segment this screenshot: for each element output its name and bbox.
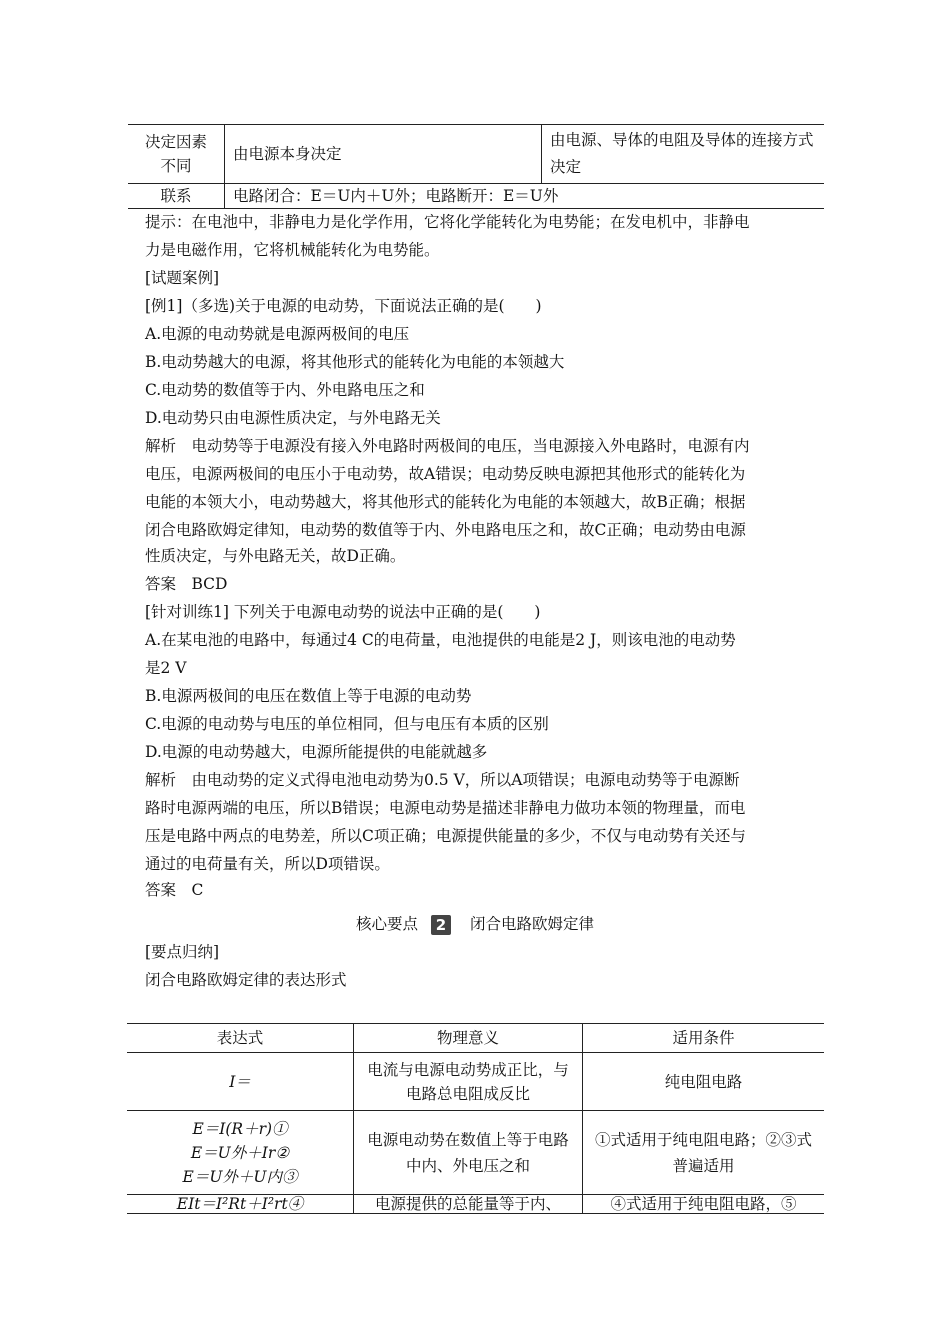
section-number-badge: 2 xyxy=(431,915,451,935)
text-line: B.电源两极间的电压在数值上等于电源的电动势 xyxy=(145,687,472,705)
text-line: [例1]（多选)关于电源的电动势，下面说法正确的是( ) xyxy=(145,297,542,315)
text-line: 解析 电动势等于电源没有接入外电路时两极间的电压，当电源接入外电路时，电源有内 xyxy=(145,437,750,455)
table-cell: I＝ xyxy=(127,1053,354,1111)
row-label: 决定因素不同 xyxy=(128,125,225,184)
section-prefix: 核心要点 xyxy=(356,915,419,933)
text-line: 压是电路中两点的电势差，所以C项正确；电源提供能量的多少，不仅与电动势有关还与 xyxy=(145,827,746,845)
table-row xyxy=(127,1195,824,1214)
text-line: C.电动势的数值等于内、外电路电压之和 xyxy=(145,381,425,399)
text-line: 力是电磁作用，它将机械能转化为电势能。 xyxy=(145,241,440,259)
summary-label: [要点归纳] xyxy=(145,943,220,961)
comparison-table xyxy=(128,124,824,209)
table-row xyxy=(127,1053,824,1111)
table-cell: 由电源本身决定 xyxy=(225,125,542,184)
text-line: 解析 由电动势的定义式得电池电动势为0.5 V，所以A项错误；电源电动势等于电源断 xyxy=(145,771,740,789)
table-cell: EIt＝I²Rt＋I²rt④ xyxy=(127,1195,354,1214)
row-label: 联系 xyxy=(128,184,225,209)
table-header-row xyxy=(127,1024,824,1053)
text-line: 性质决定，与外电路无关，故D正确。 xyxy=(145,547,406,565)
text-line: A.在某电池的电路中，每通过4 C的电荷量，电池提供的电能是2 J，则该电池的电动势 xyxy=(145,631,736,649)
table-row xyxy=(128,125,824,184)
text-line: 提示：在电池中，非静电力是化学作用，它将化学能转化为电势能；在发电机中，非静电 xyxy=(145,213,750,231)
table-row xyxy=(127,1111,824,1195)
text-line: A.电源的电动势就是电源两极间的电压 xyxy=(145,325,410,343)
column-header: 表达式 xyxy=(127,1024,354,1053)
summary-text: 闭合电路欧姆定律的表达形式 xyxy=(145,971,347,989)
text-line: 电能的本领大小，电动势越大，将其他形式的能转化为电能的本领越大，故B正确；根据 xyxy=(145,493,746,511)
text-line: 答案 BCD xyxy=(145,575,228,593)
section-heading xyxy=(0,912,950,936)
table-cell: 由电源、导体的电阻及导体的连接方式决定 xyxy=(542,125,825,184)
formula-2: E＝U外＋Ir② xyxy=(190,1143,290,1162)
text-line: C.电源的电动势与电压的单位相同，但与电压有本质的区别 xyxy=(145,715,549,733)
text-line: D.电源的电动势越大，电源所能提供的电能就越多 xyxy=(145,743,488,761)
table-cell: 纯电阻电路 xyxy=(583,1053,825,1111)
text-line: 电压，电源两极间的电压小于电动势，故A错误；电动势反映电源把其他形式的能转化为 xyxy=(145,465,746,483)
table-cell: 电源提供的总能量等于内、 xyxy=(354,1195,583,1214)
table-row xyxy=(128,184,824,209)
column-header: 物理意义 xyxy=(354,1024,583,1053)
section-title: 闭合电路欧姆定律 xyxy=(469,915,594,933)
table-cell: ④式适用于纯电阻电路，⑤ xyxy=(583,1195,825,1214)
table-cell: ①式适用于纯电阻电路；②③式普遍适用 xyxy=(583,1111,825,1195)
table-cell xyxy=(225,184,825,209)
text-line: 闭合电路欧姆定律知，电动势的数值等于内、外电路电压之和，故C正确；电动势由电源 xyxy=(145,521,746,539)
formula-1: E＝I(R＋r)① xyxy=(192,1119,288,1138)
text-line: D.电动势只由电源性质决定，与外电路无关 xyxy=(145,409,441,427)
formula-3: E＝U外＋U内③ xyxy=(182,1167,298,1186)
text-line: [针对训练1] 下列关于电源电动势的说法中正确的是( ) xyxy=(145,603,541,621)
relation-text: 电路闭合：E＝U内＋U外；电路断开：E＝U外 xyxy=(233,187,559,205)
table-cell: 电流与电源电动势成正比，与电路总电阻成反比 xyxy=(354,1053,583,1111)
table-cell xyxy=(127,1111,354,1195)
text-line: 通过的电荷量有关，所以D项错误。 xyxy=(145,855,390,873)
text-line: 是2 V xyxy=(145,659,187,677)
table-cell: 电源电动势在数值上等于电路中内、外电压之和 xyxy=(354,1111,583,1195)
formula-table xyxy=(127,1023,824,1214)
text-line: 路时电源两端的电压，所以B错误；电源电动势是描述非静电力做功本领的物理量，而电 xyxy=(145,799,746,817)
text-line: B.电动势越大的电源，将其他形式的能转化为电能的本领越大 xyxy=(145,353,565,371)
text-line: 答案 C xyxy=(145,881,204,899)
text-line: [试题案例] xyxy=(145,269,220,287)
column-header: 适用条件 xyxy=(583,1024,825,1053)
